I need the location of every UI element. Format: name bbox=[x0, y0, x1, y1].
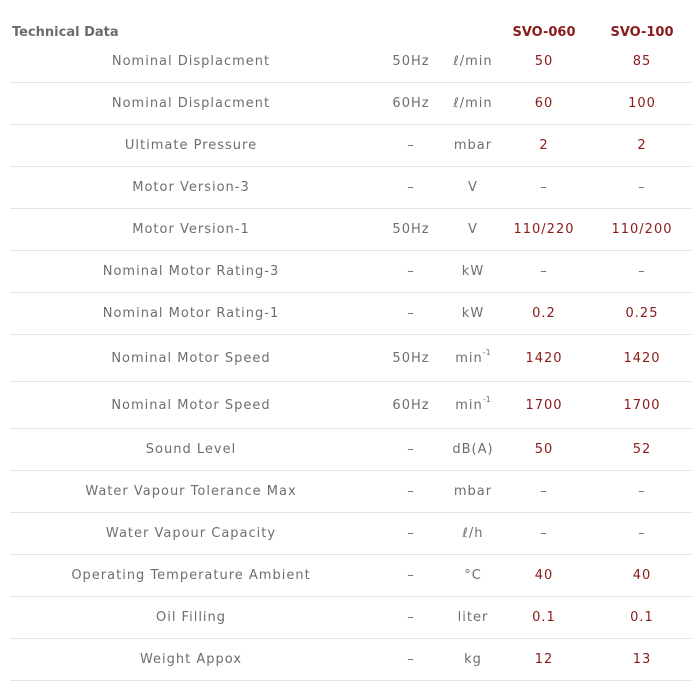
table-row bbox=[10, 125, 692, 167]
row-label: Water Vapour Capacity bbox=[10, 513, 372, 555]
row-value-svo-060: 40 bbox=[496, 555, 592, 597]
row-value-svo-060: 60 bbox=[496, 83, 592, 125]
row-unit: kW bbox=[450, 293, 496, 335]
row-frequency: 50Hz bbox=[372, 41, 450, 83]
row-frequency: 50Hz bbox=[372, 335, 450, 382]
row-label: Motor Version-1 bbox=[10, 209, 372, 251]
row-frequency: – bbox=[372, 251, 450, 293]
unit-base: min bbox=[455, 397, 483, 413]
row-value-svo-100: 0.25 bbox=[592, 293, 692, 335]
header-blank-freq bbox=[372, 0, 450, 41]
row-value-svo-060: 110/220 bbox=[496, 209, 592, 251]
row-frequency: – bbox=[372, 167, 450, 209]
row-value-svo-060: 1420 bbox=[496, 335, 592, 382]
row-unit: liter bbox=[450, 597, 496, 639]
row-unit: mbar bbox=[450, 471, 496, 513]
row-value-svo-060: 0.1 bbox=[496, 597, 592, 639]
table-row bbox=[10, 251, 692, 293]
row-unit: ℓ/min bbox=[450, 83, 496, 125]
row-unit: ℓ/min bbox=[450, 41, 496, 83]
row-value-svo-100: 1700 bbox=[592, 382, 692, 429]
row-value-svo-100: 85 bbox=[592, 41, 692, 83]
row-label: Nominal Motor Speed bbox=[10, 335, 372, 382]
row-label: Ultimate Pressure bbox=[10, 125, 372, 167]
row-value-svo-060: 0.2 bbox=[496, 293, 592, 335]
row-frequency: 60Hz bbox=[372, 83, 450, 125]
row-value-svo-100: 52 bbox=[592, 429, 692, 471]
table-row bbox=[10, 209, 692, 251]
row-frequency: – bbox=[372, 125, 450, 167]
row-label: Operating Temperature Ambient bbox=[10, 555, 372, 597]
table-row bbox=[10, 167, 692, 209]
row-value-svo-100: – bbox=[592, 471, 692, 513]
table-row bbox=[10, 83, 692, 125]
row-frequency: – bbox=[372, 513, 450, 555]
row-frequency: – bbox=[372, 597, 450, 639]
row-value-svo-100: – bbox=[592, 167, 692, 209]
row-frequency: – bbox=[372, 639, 450, 681]
row-unit: V bbox=[450, 167, 496, 209]
row-value-svo-060: – bbox=[496, 251, 592, 293]
row-value-svo-100: – bbox=[592, 513, 692, 555]
table-body bbox=[10, 41, 692, 681]
table-header-row bbox=[10, 0, 692, 41]
row-frequency: – bbox=[372, 293, 450, 335]
row-label: Motor Version-3 bbox=[10, 167, 372, 209]
row-value-svo-060: 2 bbox=[496, 125, 592, 167]
table-row bbox=[10, 555, 692, 597]
row-value-svo-060: 12 bbox=[496, 639, 592, 681]
table-row bbox=[10, 513, 692, 555]
row-label: Oil Filling bbox=[10, 597, 372, 639]
table-title: Technical Data bbox=[12, 25, 119, 40]
table-row bbox=[10, 335, 692, 382]
row-unit: dB(A) bbox=[450, 429, 496, 471]
table-row bbox=[10, 382, 692, 429]
row-label: Weight Appox bbox=[10, 639, 372, 681]
row-value-svo-100: 40 bbox=[592, 555, 692, 597]
row-value-svo-060: 50 bbox=[496, 41, 592, 83]
table-row bbox=[10, 597, 692, 639]
row-unit: ℓ/h bbox=[450, 513, 496, 555]
unit-exponent: -1 bbox=[482, 347, 491, 357]
row-value-svo-100: 110/200 bbox=[592, 209, 692, 251]
unit-base: min bbox=[455, 350, 483, 366]
row-label: Nominal Displacment bbox=[10, 41, 372, 83]
header-blank-unit bbox=[450, 0, 496, 41]
row-unit bbox=[450, 335, 496, 382]
row-frequency: – bbox=[372, 471, 450, 513]
row-value-svo-060: 50 bbox=[496, 429, 592, 471]
table-row bbox=[10, 429, 692, 471]
table-row bbox=[10, 639, 692, 681]
unit-exponent: -1 bbox=[482, 394, 491, 404]
table-row bbox=[10, 41, 692, 83]
row-label: Nominal Displacment bbox=[10, 83, 372, 125]
row-unit: °C bbox=[450, 555, 496, 597]
row-value-svo-100: 13 bbox=[592, 639, 692, 681]
row-value-svo-100: 2 bbox=[592, 125, 692, 167]
table-row bbox=[10, 471, 692, 513]
table-row bbox=[10, 293, 692, 335]
row-value-svo-060: – bbox=[496, 167, 592, 209]
row-unit: kg bbox=[450, 639, 496, 681]
row-value-svo-100: – bbox=[592, 251, 692, 293]
row-unit: mbar bbox=[450, 125, 496, 167]
row-value-svo-100: 1420 bbox=[592, 335, 692, 382]
model-header-svo-100: SVO-100 bbox=[610, 25, 674, 40]
row-frequency: 60Hz bbox=[372, 382, 450, 429]
row-label: Sound Level bbox=[10, 429, 372, 471]
row-label: Water Vapour Tolerance Max bbox=[10, 471, 372, 513]
row-value-svo-100: 0.1 bbox=[592, 597, 692, 639]
row-value-svo-060: 1700 bbox=[496, 382, 592, 429]
row-frequency: 50Hz bbox=[372, 209, 450, 251]
row-unit: V bbox=[450, 209, 496, 251]
row-value-svo-060: – bbox=[496, 513, 592, 555]
row-value-svo-060: – bbox=[496, 471, 592, 513]
technical-data-table bbox=[10, 0, 692, 681]
model-header-svo-060: SVO-060 bbox=[512, 25, 576, 40]
row-unit bbox=[450, 382, 496, 429]
row-frequency: – bbox=[372, 429, 450, 471]
row-frequency: – bbox=[372, 555, 450, 597]
row-unit: kW bbox=[450, 251, 496, 293]
row-label: Nominal Motor Speed bbox=[10, 382, 372, 429]
row-value-svo-100: 100 bbox=[592, 83, 692, 125]
row-label: Nominal Motor Rating-1 bbox=[10, 293, 372, 335]
row-label: Nominal Motor Rating-3 bbox=[10, 251, 372, 293]
